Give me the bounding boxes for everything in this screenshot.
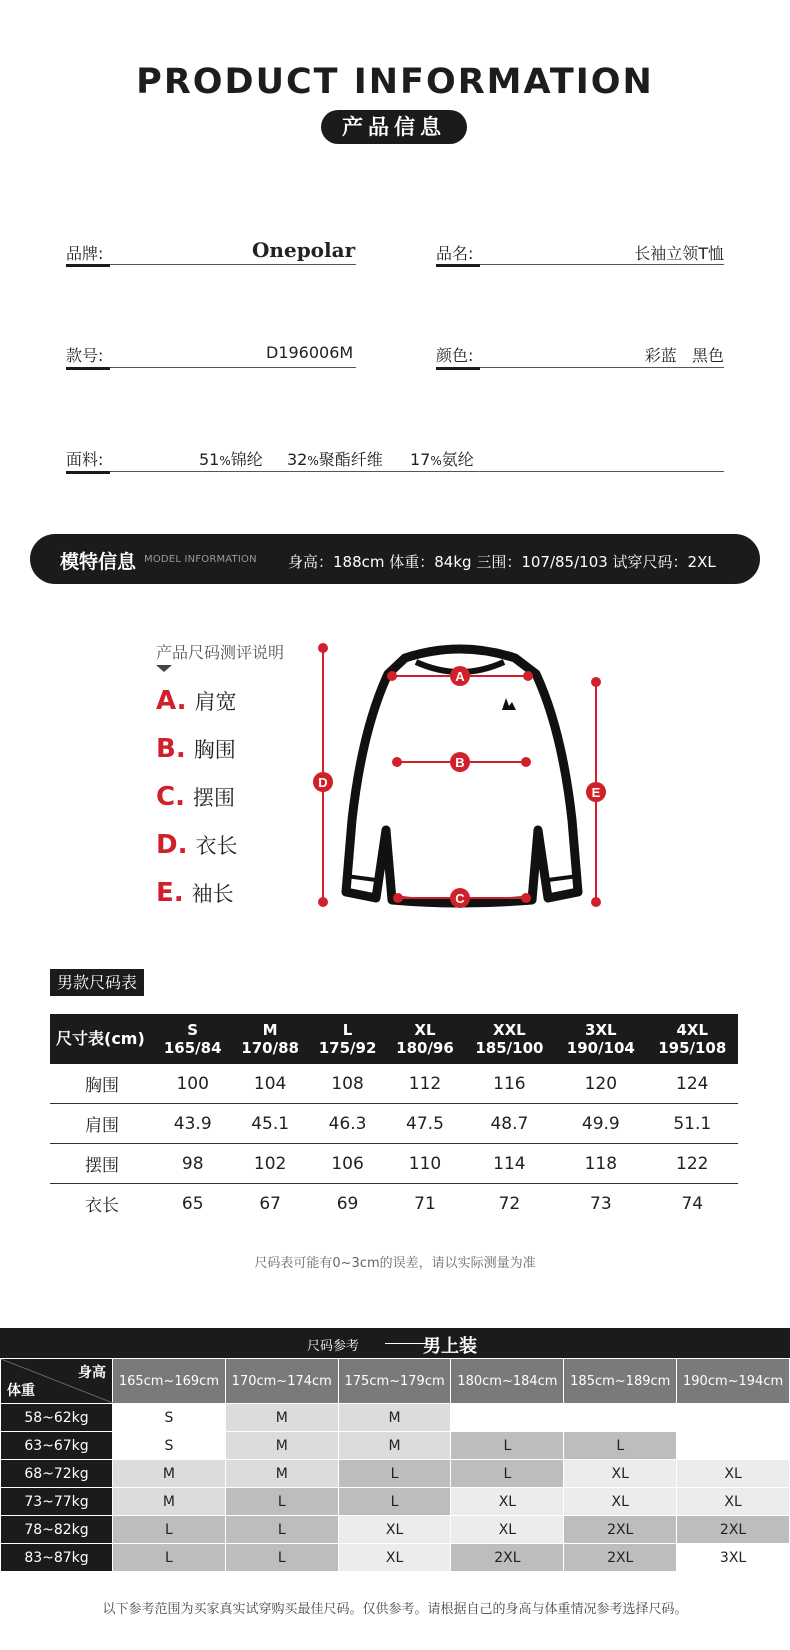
- size-cell: XL: [338, 1516, 451, 1544]
- divider: [66, 471, 724, 472]
- size-table-header: [50, 1014, 738, 1064]
- brand-value: Onepolar: [252, 238, 356, 262]
- size-col-header: XXL 185/100: [464, 1014, 555, 1064]
- height-range-header: 185cm~189cm: [564, 1359, 677, 1404]
- table-cell: 51.1: [647, 1104, 738, 1144]
- model-info-banner: [30, 534, 760, 584]
- model-info-title: 模特信息: [60, 551, 137, 573]
- fabric-item: 51%锦纶: [199, 450, 263, 469]
- style-label: 款号:: [66, 346, 104, 365]
- table-cell: 71: [414, 1193, 436, 1214]
- size-cell: [564, 1404, 677, 1432]
- table-row: [1, 1460, 790, 1488]
- measure-item-b: B. 胸围: [156, 734, 236, 764]
- height-range-header: 180cm~184cm: [451, 1359, 564, 1404]
- corner-height-label: 身高: [78, 1365, 106, 1381]
- size-cell: L: [225, 1544, 338, 1572]
- size-cell: XL: [677, 1488, 790, 1516]
- table-cell: 102: [231, 1144, 308, 1184]
- size-cell: XL: [451, 1516, 564, 1544]
- size-table-note: 尺码表可能有0~3cm的误差，请以实际测量为准: [254, 1256, 536, 1271]
- table-row: [1, 1404, 790, 1432]
- size-col-header: S 165/84: [154, 1014, 231, 1064]
- table-row: [50, 1064, 738, 1104]
- table-cell: 98: [154, 1144, 231, 1184]
- weight-range-label: 68~72kg: [1, 1460, 113, 1488]
- size-cell: XL: [564, 1488, 677, 1516]
- size-cell: [677, 1432, 790, 1460]
- size-cell: L: [113, 1544, 226, 1572]
- table-cell: 110: [386, 1144, 463, 1184]
- weight-range-label: 78~82kg: [1, 1516, 113, 1544]
- size-cell: XL: [564, 1460, 677, 1488]
- measure-item-c: C. 摆围: [156, 782, 235, 812]
- size-reference-label: 尺码参考: [307, 1339, 360, 1354]
- table-cell: 108: [309, 1064, 386, 1104]
- table-cell: 65: [181, 1193, 204, 1214]
- weight-range-label: 63~67kg: [1, 1432, 113, 1460]
- table-cell: 104: [231, 1064, 308, 1104]
- size-cell: M: [225, 1460, 338, 1488]
- table-row: [50, 1104, 738, 1144]
- table-cell: 43.9: [154, 1104, 231, 1144]
- table-cell: 100: [154, 1064, 231, 1104]
- row-label: 胸围: [50, 1064, 154, 1104]
- fabric-item: 32%聚酯纤维: [287, 450, 383, 469]
- label-underline: [66, 367, 110, 370]
- size-cell: M: [338, 1404, 451, 1432]
- size-cell: [451, 1404, 564, 1432]
- size-reference-title: 男上装: [423, 1336, 477, 1357]
- row-label: 肩围: [50, 1104, 154, 1144]
- measure-item-e: E. 袖长: [156, 878, 234, 908]
- model-info-details: 身高：188cm 体重：84kg 三围：107/85/103 试穿尺码：2XL: [288, 553, 716, 571]
- height-range-header: 165cm~169cm: [113, 1359, 226, 1404]
- table-row: [1, 1516, 790, 1544]
- size-table-corner: 尺寸表(cm): [50, 1014, 154, 1064]
- table-row: [1, 1544, 790, 1572]
- size-reference-header: [0, 1328, 790, 1358]
- size-col-header: 3XL 190/104: [555, 1014, 646, 1064]
- corner-weight-label: 体重: [7, 1383, 35, 1399]
- size-table: [50, 1014, 738, 1223]
- page-title: PRODUCT INFORMATION: [136, 62, 654, 102]
- height-range-header: 170cm~174cm: [225, 1359, 338, 1404]
- size-cell: L: [225, 1516, 338, 1544]
- table-cell: 122: [647, 1144, 738, 1184]
- size-cell: L: [451, 1432, 564, 1460]
- size-cell: L: [338, 1460, 451, 1488]
- marker-a: A: [455, 669, 465, 684]
- tshirt-outline: [346, 649, 578, 903]
- product-name-value: 长袖立领T恤: [634, 244, 724, 263]
- row-label: 衣长: [85, 1196, 119, 1216]
- size-reference-header-row: [1, 1359, 790, 1404]
- size-cell: L: [225, 1488, 338, 1516]
- table-row: [50, 1184, 738, 1224]
- table-cell: 124: [647, 1064, 738, 1104]
- size-cell: 2XL: [451, 1544, 564, 1572]
- size-cell: M: [113, 1488, 226, 1516]
- label-underline: [436, 264, 480, 267]
- measure-item-a: A. 肩宽: [156, 686, 237, 716]
- size-cell: M: [338, 1432, 451, 1460]
- label-underline: [66, 471, 110, 474]
- table-cell: 48.7: [464, 1104, 555, 1144]
- table-cell: 46.3: [309, 1104, 386, 1144]
- size-table-tag: 男款尺码表: [50, 969, 144, 996]
- size-reference-footnote: 以下参考范围为买家真实试穿购买最佳尺码。仅供参考。请根据自己的身高与体重情况参考选择尺码。: [102, 1602, 688, 1617]
- weight-range-label: 58~62kg: [1, 1404, 113, 1432]
- model-info-subtitle: MODEL INFORMATION: [144, 554, 257, 565]
- product-name-label: 品名:: [436, 244, 474, 263]
- table-cell: 116: [464, 1064, 555, 1104]
- table-cell: 72: [498, 1193, 521, 1214]
- size-cell: 2XL: [564, 1516, 677, 1544]
- tshirt-measurement-diagram: [300, 630, 620, 920]
- size-col-header: 4XL 195/108: [647, 1014, 738, 1064]
- table-cell: 114: [464, 1144, 555, 1184]
- weight-range-label: 83~87kg: [1, 1544, 113, 1572]
- style-value: D196006M: [266, 343, 354, 362]
- size-cell: S: [113, 1432, 226, 1460]
- table-cell: 74: [681, 1193, 704, 1214]
- measure-guide-title: 产品尺码测评说明: [156, 643, 285, 662]
- color-label: 颜色:: [436, 346, 474, 365]
- marker-c: C: [455, 891, 465, 906]
- table-cell: 67: [259, 1193, 281, 1214]
- table-cell: 47.5: [386, 1104, 463, 1144]
- measure-item-d: D. 衣长: [156, 830, 238, 860]
- size-cell: XL: [338, 1544, 451, 1572]
- table-row: [1, 1432, 790, 1460]
- weight-range-label: 73~77kg: [1, 1488, 113, 1516]
- size-cell: L: [113, 1516, 226, 1544]
- table-cell: 49.9: [555, 1104, 646, 1144]
- page-subtitle-badge: 产品信息: [321, 110, 467, 144]
- caret-down-icon: [156, 665, 172, 672]
- table-corner: [1, 1359, 113, 1404]
- size-col-header: XL 180/96: [386, 1014, 463, 1064]
- fabric-item: 17%氨纶: [410, 450, 474, 469]
- brand-label: 品牌:: [66, 244, 104, 263]
- size-cell: 3XL: [677, 1544, 790, 1572]
- size-cell: L: [564, 1432, 677, 1460]
- size-reference-table: [0, 1358, 790, 1572]
- size-cell: L: [338, 1488, 451, 1516]
- size-cell: 2XL: [677, 1516, 790, 1544]
- height-range-header: 175cm~179cm: [338, 1359, 451, 1404]
- table-row: [1, 1488, 790, 1516]
- marker-d: D: [318, 775, 328, 790]
- table-cell: 73: [590, 1193, 612, 1214]
- table-cell: 112: [386, 1064, 463, 1104]
- table-cell: 45.1: [231, 1104, 308, 1144]
- label-underline: [66, 264, 110, 267]
- marker-b: B: [455, 755, 465, 770]
- marker-e: E: [591, 785, 601, 800]
- size-cell: M: [225, 1404, 338, 1432]
- row-label: 摆围: [50, 1144, 154, 1184]
- table-row: [50, 1144, 738, 1184]
- color-value: 彩蓝 黑色: [644, 346, 724, 365]
- height-range-header: 190cm~194cm: [677, 1359, 790, 1404]
- fabric-label: 面料:: [66, 450, 104, 469]
- label-underline: [436, 367, 480, 370]
- size-cell: XL: [677, 1460, 790, 1488]
- size-cell: M: [225, 1432, 338, 1460]
- size-col-header: M 170/88: [231, 1014, 308, 1064]
- table-cell: 118: [555, 1144, 646, 1184]
- size-cell: M: [113, 1460, 226, 1488]
- size-cell: [677, 1404, 790, 1432]
- table-cell: 120: [555, 1064, 646, 1104]
- table-cell: 69: [336, 1193, 359, 1214]
- size-col-header: L 175/92: [309, 1014, 386, 1064]
- divider: [385, 1343, 427, 1344]
- size-cell: 2XL: [564, 1544, 677, 1572]
- size-cell: L: [451, 1460, 564, 1488]
- size-cell: S: [113, 1404, 226, 1432]
- table-cell: 106: [309, 1144, 386, 1184]
- size-cell: XL: [451, 1488, 564, 1516]
